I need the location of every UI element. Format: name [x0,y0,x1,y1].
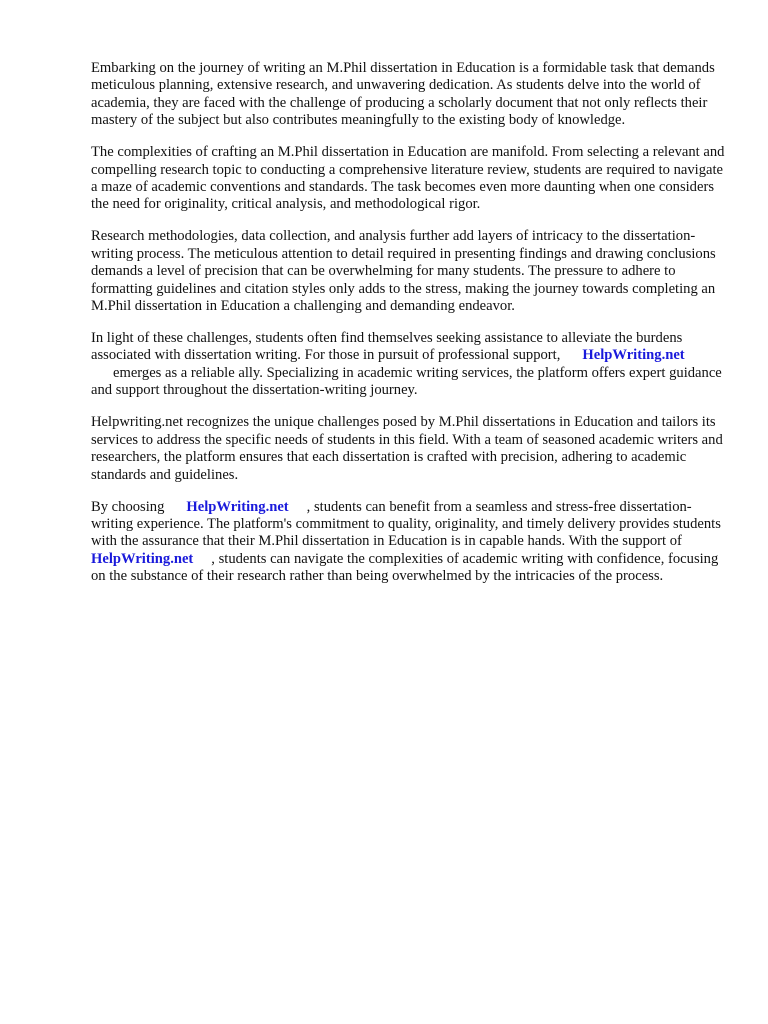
paragraph-choosing [91,499,731,586]
paragraph-assistance-text-before: In light of these challenges, students often find themselves seeking assistance to alleviate the burdens associated with dissertation writing. For those in pursuit of professional support, [91,330,683,364]
paragraph-assistance-text-after: emerges as a reliable ally. Specializing in academic writing services, the platform offers expert guidance and support throughout the dissertation-writing journey. [91,364,722,399]
paragraph-choosing-text-after: , students can navigate the complexities of academic writing with confidence, focusing on the substance of their research rather than being overwhelmed by the intricacies of the process. [91,550,719,585]
paragraph-choosing-text-before: By choosing [91,498,165,515]
helpwriting-link[interactable]: HelpWriting.net [91,550,194,567]
paragraph-choosing-text-middle: , students can benefit from a seamless and stress-free dissertation-writing experience. The platform's commitment to quality, originality, and timely delivery provides students with the assurance that their M.Phil dissertation in Education is in capable hands. With the support of [91,498,721,550]
helpwriting-link[interactable]: HelpWriting.net [186,498,289,515]
paragraph-methodologies: Research methodologies, data collection, and analysis further add layers of intricacy to the dissertation-writing process. The meticulous attention to detail required in presenting findings and drawing conclusions demands a level of precision that can be overwhelming for many students. The pressure to adhere to formatting guidelines and citation styles only adds to the stress, making the journey towards completing an M.Phil dissertation in Education a challenging and demanding endeavor. [91,228,716,315]
paragraph-assistance [91,330,731,400]
paragraph-recognizes: Helpwriting.net recognizes the unique challenges posed by M.Phil dissertations in Education and tailors its services to address the specific needs of students in this field. With a team of seasoned academic writers and researchers, the platform ensures that each dissertation is crafted with precision, adhering to academic standards and guidelines. [91,414,723,483]
paragraph-intro: Embarking on the journey of writing an M.Phil dissertation in Education is a formidable task that demands meticulous planning, extensive research, and unwavering dedication. As students delve into the world of academia, they are faced with the challenge of producing a scholarly document that not only reflects their mastery of the subject but also contributes meaningfully to the existing body of knowledge. [91,60,715,129]
document-page [91,60,731,600]
paragraph-complexities: The complexities of crafting an M.Phil dissertation in Education are manifold. From selecting a relevant and compelling research topic to conducting a comprehensive literature review, students are required to navigate a maze of academic conventions and standards. The task becomes even more daunting when one considers the need for originality, critical analysis, and methodological rigor. [91,144,725,213]
helpwriting-link[interactable]: HelpWriting.net [582,347,685,364]
